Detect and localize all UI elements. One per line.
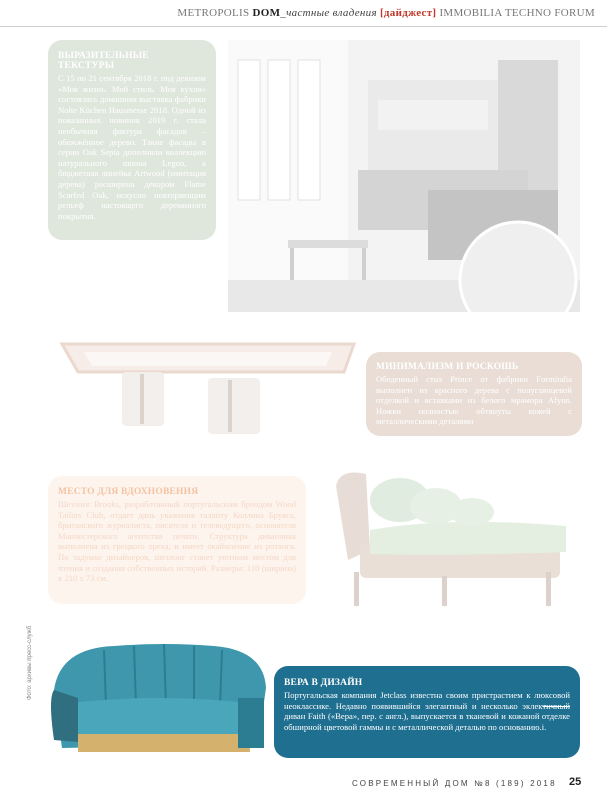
article-minimalism-title: МИНИМАЛИЗМ И РОСКОШЬ (376, 362, 519, 372)
sofa-photo (44, 638, 270, 766)
chaise-longue-photo (330, 460, 570, 610)
article-faith-title: ВЕРА В ДИЗАЙН (284, 678, 363, 688)
article-faith-body-start: Португальская компания Jetclass известна своим пристрастием к люксовой неоклассике. Недавно появившийся элегантный и несколько эклек (284, 690, 570, 711)
magazine-footer: СОВРЕМЕННЫЙ ДОМ №8 (189) 2018 (352, 779, 557, 788)
article-inspiration-panel (48, 476, 306, 604)
article-faith-body (284, 690, 570, 732)
photo-credit: Фото: архивы пресс-служб (27, 625, 33, 700)
page-number: 25 (569, 776, 582, 788)
article-textures-title: ВЫРАЗИТЕЛЬНЫЕ ТЕКСТУРЫ (58, 51, 149, 71)
nav-forum[interactable]: FORUM (554, 7, 595, 19)
article-inspiration-title: МЕСТО ДЛЯ ВДОХНОВЕНИЯ (58, 487, 199, 497)
nav-immobilia[interactable]: IMMOBILIA (439, 7, 503, 19)
nav-digest[interactable]: [дайджест] (379, 7, 437, 19)
nav-dom[interactable]: DOM (252, 7, 281, 19)
page-header (0, 0, 607, 27)
article-textures-body: С 15 по 21 сентября 2018 г. под девизом «Моя жизнь. Мой стиль. Моя кухня» состоялась домашняя выставка фабрики Nolte Küchen Hausmesse 2018. Одной из показанных новинок 2019 г. стала необычная фактура фасадов – обожжённое дерево. Такие фасады в серии Oak Sepia дополняли коллекцию натурального шпона Legno, а бюджетная линейка Artwood (имитация дерева) расширена декором Flame Scarfed Oak, искусно повторяющим рельеф настоящего деревянного покрытия. (58, 73, 206, 221)
nav-metropolis[interactable]: METROPOLIS (177, 7, 250, 19)
article-faith-body-strike: тичный (542, 700, 570, 711)
kitchen-photo (228, 40, 580, 312)
nav-dom-sub[interactable]: _частные владения (280, 7, 377, 19)
article-inspiration-body: Шезлонг Brooks, разработанный португальским брендом Wood Tailors Club, отдает дань уважения таланту Коллина Брукса, британского журналиста, писателя и телеведущего, основателя Манчестерского агентства печати. Структура диванчика выполнена из грецкого ореха, и имеет окаймление из ротанга. По задумке дизайнеров, шезлонг станет уютным местом для чтения и создания собственных историй. Размеры: 110 (ширина) х 210 х 73 см. (58, 499, 296, 584)
kitchen-illustration (228, 40, 580, 312)
article-minimalism-body: Обеденный стол Prince от фабрики Formitalia выполнен из красного дерева с полуглянцевой отделкой и вставками из белого мрамора Afyon. Ножки полностью обтянуты кожей с металлическими деталями (376, 374, 572, 427)
article-faith-panel (274, 666, 580, 758)
dining-table-photo (58, 338, 358, 440)
section-nav (177, 7, 595, 19)
article-textures-panel (48, 40, 216, 240)
nav-techno[interactable]: TECHNO (504, 7, 552, 19)
article-faith-body-end: диван Faith («Вера», пер. с англ.), выпускается в тканевой и кожаной отделке обширной цветовой гаммы и с металлической деталью по основанию.i. (284, 711, 570, 732)
article-minimalism-panel (366, 352, 582, 436)
